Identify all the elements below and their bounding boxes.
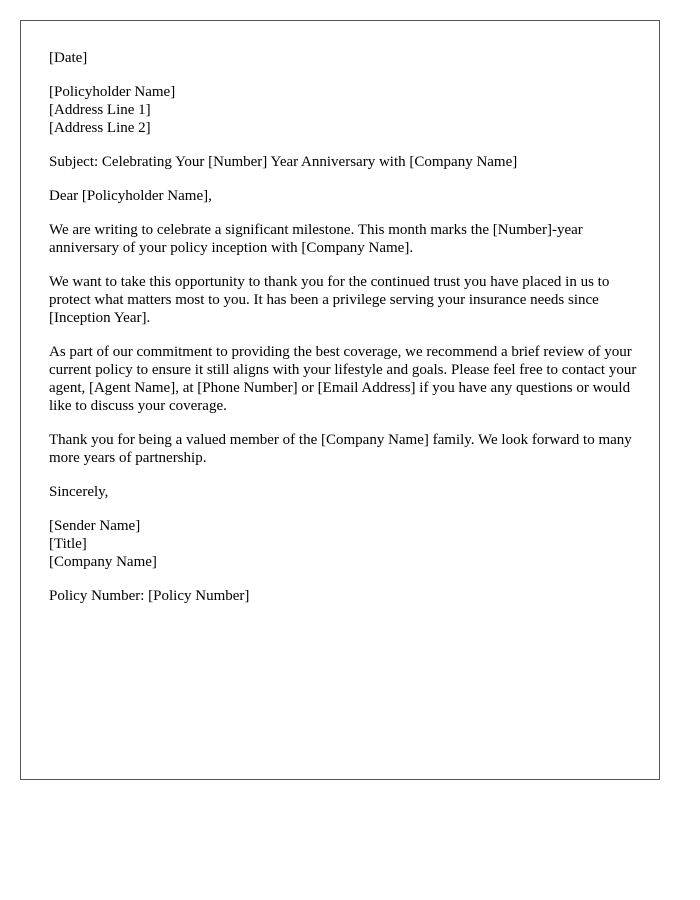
sender-company: [Company Name] <box>49 554 157 570</box>
letter-date: [Date] <box>49 50 88 66</box>
recipient-address-block <box>49 83 639 137</box>
recipient-address-line-2: [Address Line 2] <box>49 120 151 136</box>
body-paragraph-thanks: We want to take this opportunity to thank you for the continued trust you have placed in us to protect what matters most to you. It has been a privilege serving your insurance needs since [Inception Year]. <box>49 274 610 326</box>
sender-signature-block <box>49 517 639 571</box>
letter-salutation: Dear [Policyholder Name], <box>49 188 212 204</box>
letter-body <box>49 49 639 621</box>
body-paragraph-review: As part of our commitment to providing the best coverage, we recommend a brief review of your current policy to ensure it still aligns with your lifestyle and goals. Please feel free to contact your agent, [Agent Name], at [Phone Number] or [Email Address] if you have any questions or would like to discuss your coverage. <box>49 344 637 414</box>
letter-closing: Sincerely, <box>49 484 109 500</box>
body-paragraph-closing-thanks: Thank you for being a valued member of the [Company Name] family. We look forward to many more years of partnership. <box>49 432 632 466</box>
body-paragraph-milestone: We are writing to celebrate a significant milestone. This month marks the [Number]-year anniversary of your policy inception with [Company Name]. <box>49 222 583 256</box>
sender-name: [Sender Name] <box>49 518 141 534</box>
sender-title: [Title] <box>49 536 87 552</box>
policy-number: Policy Number: [Policy Number] <box>49 588 250 604</box>
recipient-address-line-1: [Address Line 1] <box>49 102 151 118</box>
letter-frame <box>20 20 660 780</box>
letter-subject: Subject: Celebrating Your [Number] Year Anniversary with [Company Name] <box>49 154 518 170</box>
recipient-name: [Policyholder Name] <box>49 84 176 100</box>
date-block <box>49 49 639 67</box>
